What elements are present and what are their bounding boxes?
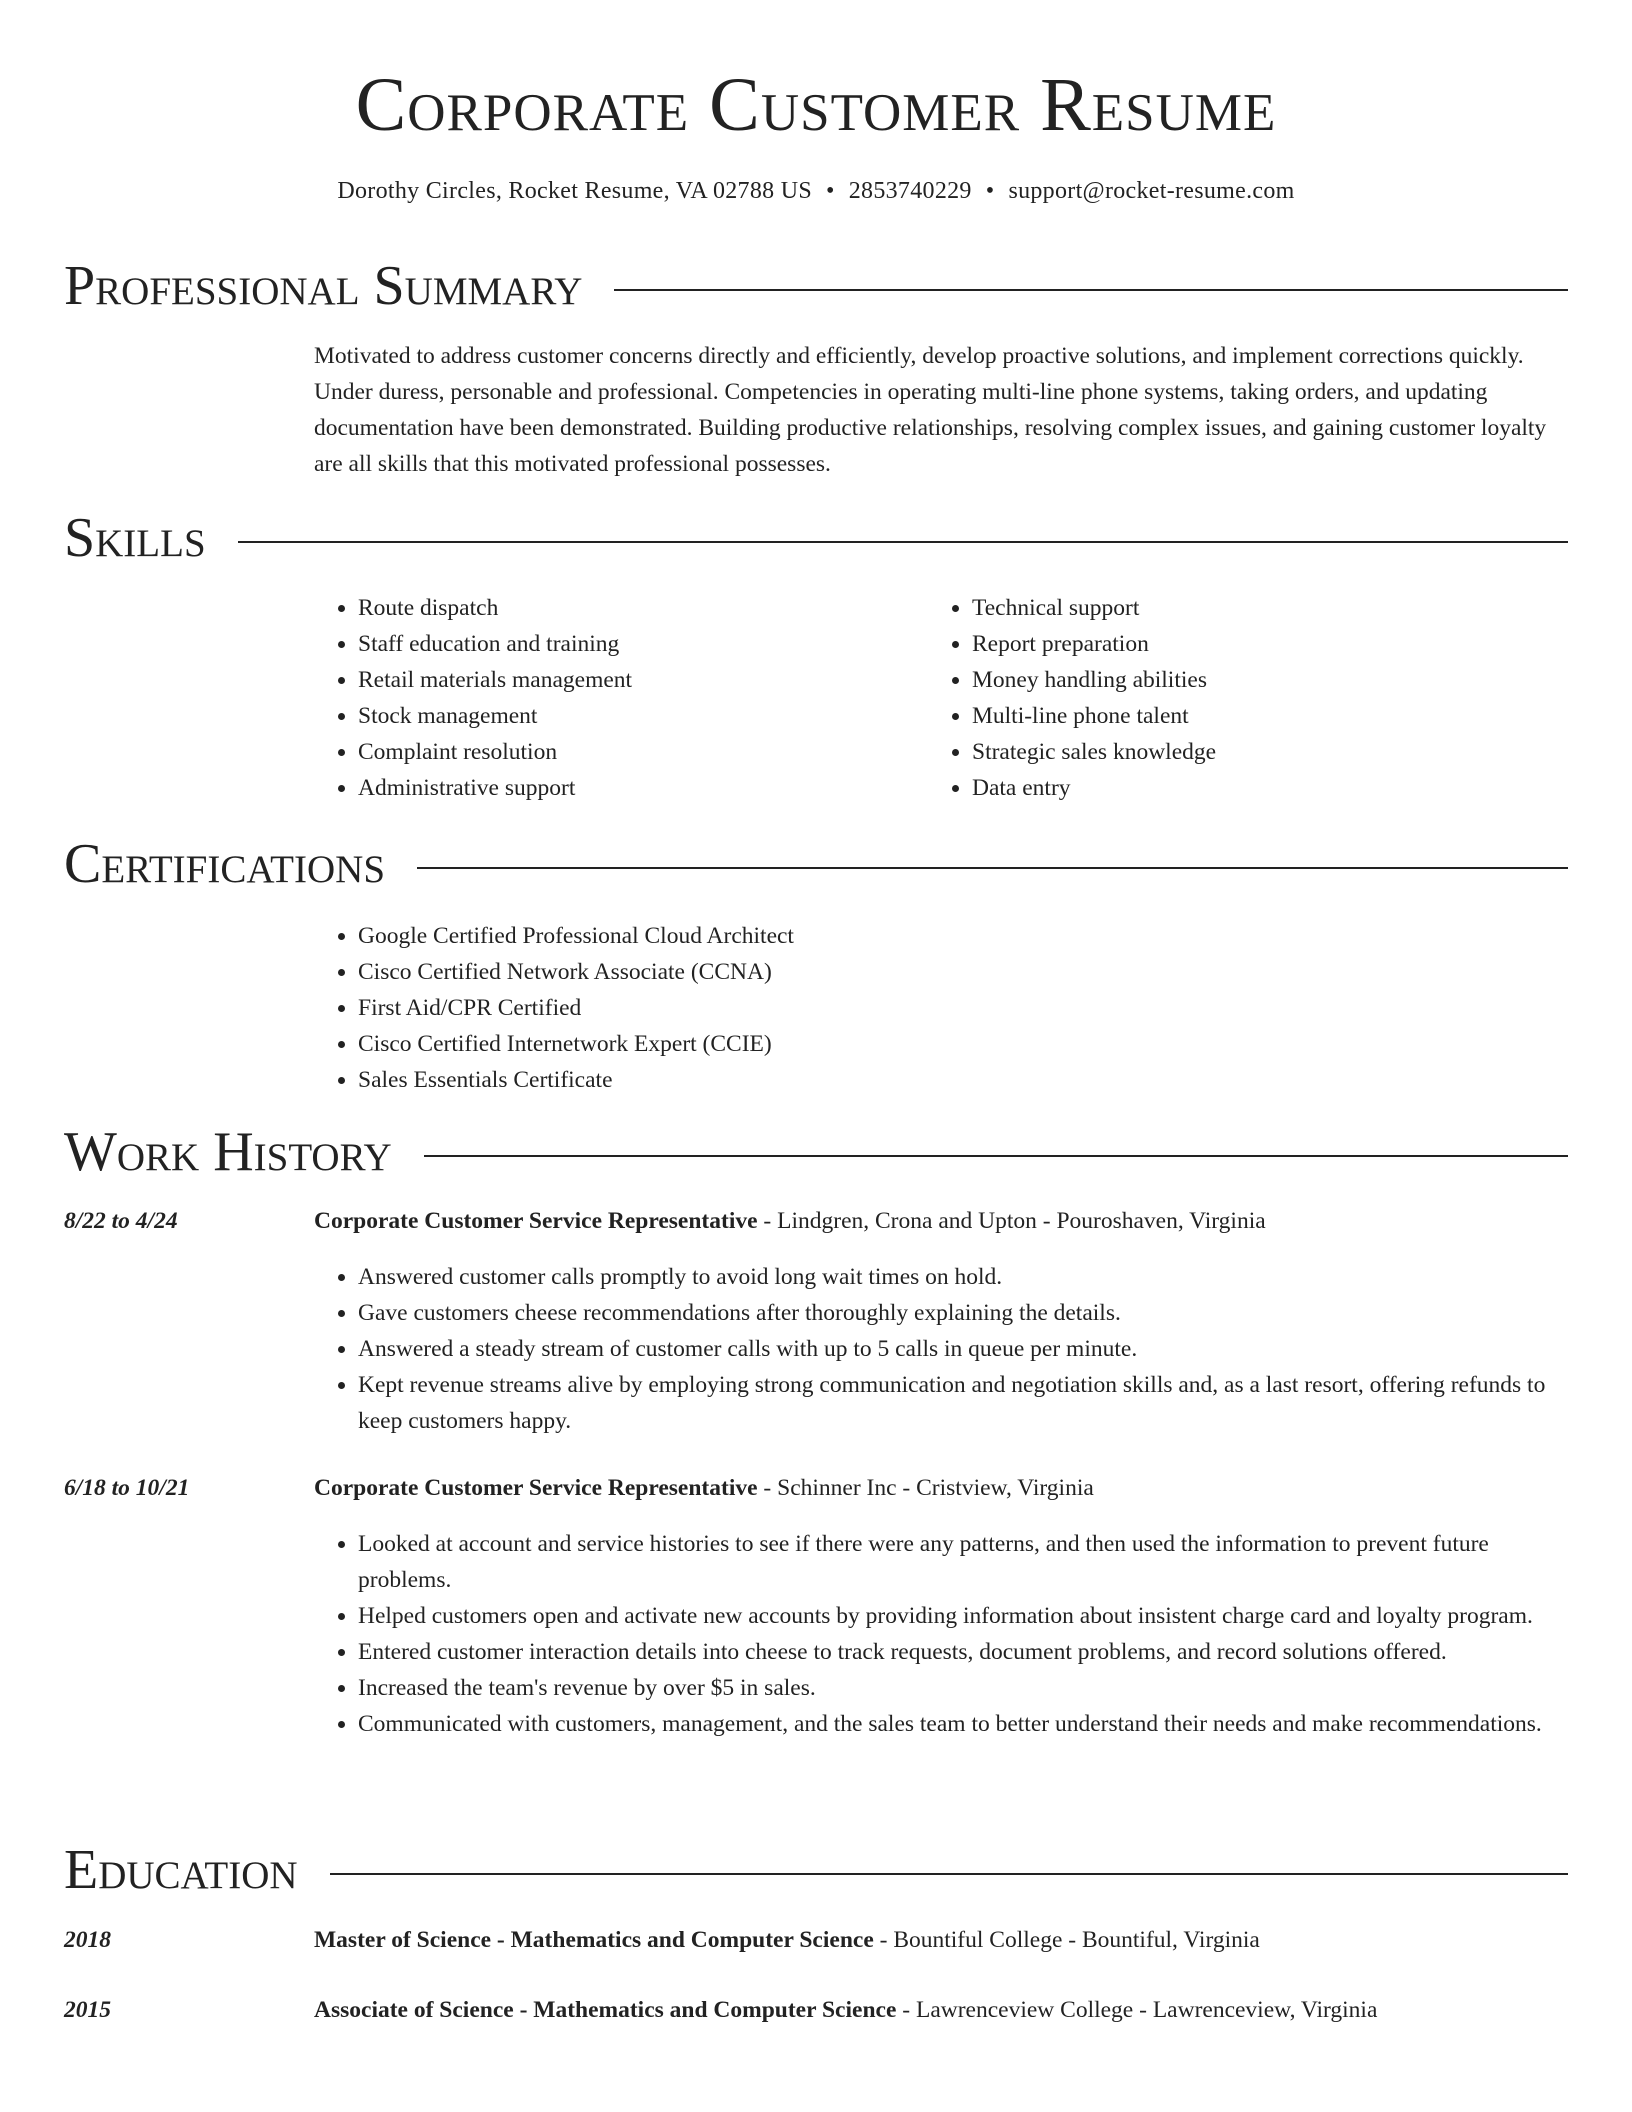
certification-item: • First Aid/CPR Certified [358, 990, 1514, 1026]
education-heading [314, 1924, 1568, 1956]
section-divider [424, 1155, 1568, 1157]
contact-line [0, 176, 1632, 206]
certification-item: • Google Certified Professional Cloud Architect [358, 918, 1514, 954]
contact-separator: • [826, 178, 835, 204]
section-title: Skills [64, 507, 206, 569]
contact-phone: 2853740229 [848, 178, 972, 204]
skill-item: • Multi-line phone talent [972, 698, 1528, 734]
skill-item: • Report preparation [972, 626, 1528, 662]
summary-text: Motivated to address customer concerns directly and efficiently, develop proactive solutions, and implement corrections quickly. Under duress, personable and professional. Competencies in operating multi-line phone systems, taking orders, and updating documentation have been demonstrated. Building productive relationships, resolving complex issues, and gaining customer loyalty are all skills that this motivated professional possesses. [314, 343, 1547, 477]
job-bullet: • Answered customer calls promptly to avoid long wait times on hold. [358, 1259, 1568, 1295]
job-dates: 6/18 to 10/21 [64, 1475, 190, 1501]
section-skills [64, 506, 1568, 570]
certifications-list [314, 918, 1514, 1098]
section-certifications [64, 832, 1568, 896]
skills-column-right [928, 590, 1528, 806]
contact-email: support@rocket-resume.com [1008, 178, 1295, 204]
education-degree: Associate of Science - Mathematics and Computer Science [314, 1997, 897, 2023]
skill-item: • Route dispatch [358, 590, 914, 626]
education-year: 2015 [64, 1997, 111, 2023]
education-heading [314, 1994, 1568, 2026]
skill-item: • Complaint resolution [358, 734, 914, 770]
section-divider [417, 867, 1568, 869]
job-bullet: • Answered a steady stream of customer calls with up to 5 calls in queue per minute. [358, 1331, 1568, 1367]
job-bullet: • Kept revenue streams alive by employing strong communication and negotiation skills and, as a last resort, offering refunds to keep customers happy. [358, 1367, 1568, 1439]
job-bullet: • Gave customers cheese recommendations after thoroughly explaining the details. [358, 1295, 1568, 1331]
contact-address: Dorothy Circles, Rocket Resume, VA 02788 US [337, 178, 813, 204]
section-title: Work History [64, 1121, 392, 1183]
job-heading [314, 1205, 1568, 1237]
section-divider [330, 1873, 1568, 1875]
job-bullet: • Helped customers open and activate new accounts by providing information about insistent charge card and loyalty program. [358, 1598, 1568, 1634]
contact-separator: • [985, 178, 995, 204]
job-employer: - Schinner Inc - Cristview, Virginia [757, 1475, 1094, 1501]
skill-item: • Stock management [358, 698, 914, 734]
section-professional-summary [64, 254, 1568, 318]
resume-name: Corporate Customer Resume [355, 63, 1277, 147]
job-heading [314, 1472, 1568, 1504]
job-employer: - Lindgren, Crona and Upton - Pouroshaven, Virginia [757, 1208, 1266, 1234]
job-details [314, 1526, 1568, 1742]
certification-item: • Cisco Certified Network Associate (CCNA) [358, 954, 1514, 990]
section-title: Certifications [64, 833, 386, 895]
education-school: - Lawrenceview College - Lawrenceview, Virginia [896, 1997, 1378, 2023]
skill-item: • Data entry [972, 770, 1528, 806]
section-title: Education [64, 1839, 298, 1901]
job-title: Corporate Customer Service Representative [314, 1475, 758, 1501]
job-bullet: • Looked at account and service histories to see if there were any patterns, and then used the information to prevent future problems. [358, 1526, 1568, 1598]
skill-item: • Retail materials management [358, 662, 914, 698]
job-bullet: • Communicated with customers, management, and the sales team to better understand their needs and make recommendations. [358, 1706, 1568, 1742]
skills-column-left [314, 590, 914, 806]
skill-item: • Money handling abilities [972, 662, 1528, 698]
job-bullet: • Increased the team's revenue by over $5 in sales. [358, 1670, 1568, 1706]
skill-item: • Staff education and training [358, 626, 914, 662]
certification-item: • Sales Essentials Certificate [358, 1062, 1514, 1098]
section-divider [238, 541, 1568, 543]
education-school: - Bountiful College - Bountiful, Virginia [873, 1927, 1260, 1953]
section-title: Professional Summary [64, 255, 583, 317]
skill-item: • Strategic sales knowledge [972, 734, 1528, 770]
section-divider [614, 289, 1568, 291]
certification-item: • Cisco Certified Internetwork Expert (CCIE) [358, 1026, 1514, 1062]
job-details [314, 1259, 1568, 1439]
skill-item: • Technical support [972, 590, 1528, 626]
section-work-history [64, 1120, 1568, 1184]
education-degree: Master of Science - Mathematics and Computer Science [314, 1927, 874, 1953]
education-year: 2018 [64, 1927, 111, 1953]
job-title: Corporate Customer Service Representative [314, 1208, 758, 1234]
section-education [64, 1838, 1568, 1902]
job-dates: 8/22 to 4/24 [64, 1208, 178, 1234]
skill-item: • Administrative support [358, 770, 914, 806]
job-bullet: • Entered customer interaction details into cheese to track requests, document problems, and record solutions offered. [358, 1634, 1568, 1670]
